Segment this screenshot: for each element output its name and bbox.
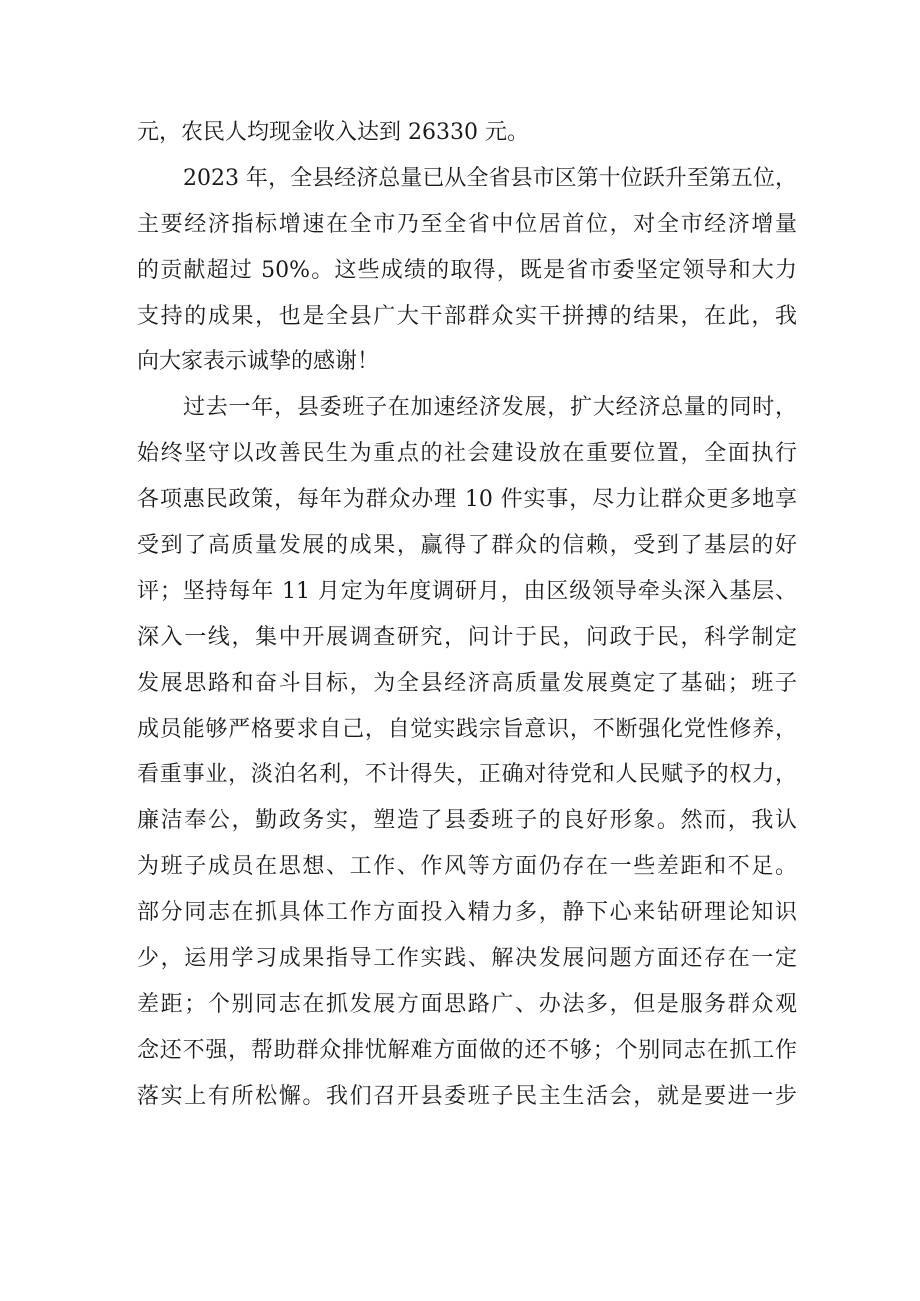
text-line: 少，运用学习成果指导工作实践、解决发展问题方面还存在一定 bbox=[137, 946, 797, 972]
text-line: 向大家表示诚挚的感谢！ bbox=[137, 349, 380, 375]
text-line: 过去一年，县委班子在加速经济发展，扩大经济总量的同时， bbox=[183, 395, 797, 421]
text-line: 受到了高质量发展的成果，赢得了群众的信赖，受到了基层的好 bbox=[137, 533, 797, 559]
text-line: 主要经济指标增速在全市乃至全省中位居首位，对全市经济增量 bbox=[137, 211, 797, 237]
text-line: 差距；个别同志在抓发展方面思路广、办法多，但是服务群众观 bbox=[137, 991, 797, 1017]
text-line: 支持的成果，也是全县广大干部群众实干拼搏的结果，在此，我 bbox=[137, 303, 797, 329]
text-line: 落实上有所松懈。我们召开县委班子民主生活会，就是要进一步 bbox=[137, 1083, 797, 1109]
text-line: 各项惠民政策，每年为群众办理 10 件实事，尽力让群众更多地享 bbox=[137, 487, 797, 513]
text-line: 2023 年，全县经济总量已从全省县市区第十位跃升至第五位， bbox=[183, 165, 797, 191]
text-line: 元，农民人均现金收入达到 26330 元。 bbox=[137, 120, 529, 145]
text-line: 廉洁奉公，勤政务实，塑造了县委班子的良好形象。然而，我认 bbox=[137, 808, 797, 834]
text-line: 发展思路和奋斗目标，为全县经济高质量发展奠定了基础；班子 bbox=[137, 670, 797, 696]
body-text bbox=[137, 110, 797, 1120]
text-line: 部分同志在抓具体工作方面投入精力多，静下心来钻研理论知识 bbox=[137, 900, 797, 926]
text-line: 成员能够严格要求自己，自觉实践宗旨意识，不断强化党性修养， bbox=[137, 716, 797, 742]
text-line: 为班子成员在思想、工作、作风等方面仍存在一些差距和不足。 bbox=[137, 854, 797, 880]
text-line: 深入一线，集中开展调查研究，问计于民，问政于民，科学制定 bbox=[137, 624, 797, 650]
text-line: 的贡献超过 50%。这些成绩的取得，既是省市委坚定领导和大力 bbox=[137, 257, 797, 283]
text-line: 念还不强，帮助群众排忧解难方面做的还不够；个别同志在抓工作 bbox=[137, 1037, 797, 1063]
text-line: 看重事业，淡泊名利，不计得失，正确对待党和人民赋予的权力， bbox=[137, 762, 797, 788]
text-line: 评；坚持每年 11 月定为年度调研月，由区级领导牵头深入基层、 bbox=[137, 578, 797, 604]
text-line: 始终坚守以改善民生为重点的社会建设放在重要位置，全面执行 bbox=[137, 441, 797, 467]
